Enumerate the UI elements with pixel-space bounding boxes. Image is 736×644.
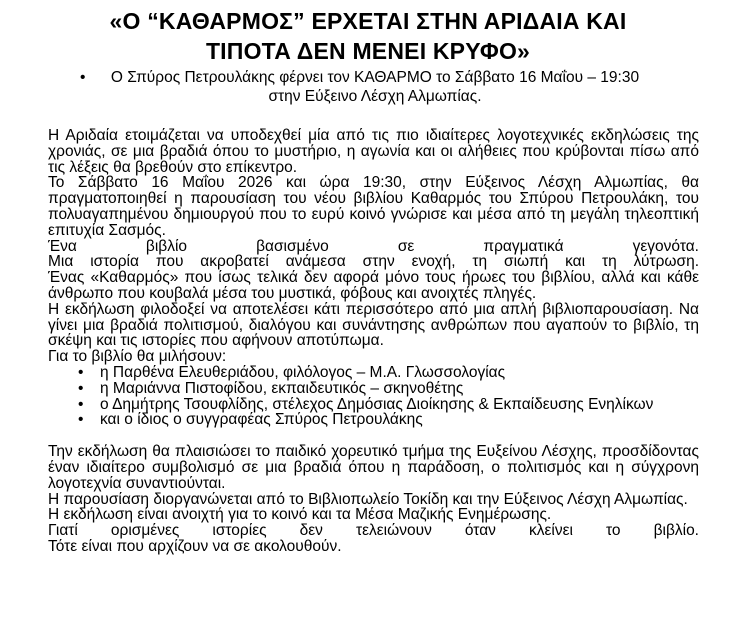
list-item: • η Παρθένα Ελευθεριάδου, φιλόλογος – Μ.Α. Γλωσσολογίας bbox=[100, 365, 699, 381]
bullet-icon: • bbox=[80, 69, 86, 86]
paragraph-event-details: Το Σάββατο 16 Μαΐου 2026 και ώρα 19:30, στην Εύξεινος Λέσχη Αλμωπίας, θα πραγματοποιηθεί η παρουσίαση του νέου βιβλίου Καθαρμός του Σπύρου Πετρουλάκη, του πολυαγαπημένου δημιουργού που το ευρύ κοινό γνώρισε και μέσα από τη μεγάλη τηλεοπτική επιτυχία Σασμός. bbox=[48, 174, 699, 239]
paragraph-story: Μια ιστορία που ακροβατεί ανάμεσα στην ενοχή, τη σιωπή και τη λύτρωση. bbox=[48, 253, 699, 271]
title-line-2: ΤΙΠΟΤΑ ΔΕΝ ΜΕΝΕΙ ΚΡΥΦΟ» bbox=[205, 38, 531, 64]
list-item: • και ο ίδιος ο συγγραφέας Σπύρος Πετρουλάκης bbox=[100, 412, 699, 428]
paragraph-speakers-intro: Για το βιβλίο θα μιλήσουν: bbox=[48, 348, 227, 366]
paragraph-open-event: Η εκδήλωση είναι ανοιχτή για το κοινό και τα Μέσα Μαζικής Ενημέρωσης. bbox=[48, 506, 552, 524]
list-item: • ο Δημήτρης Τσουφλίδης, στέλεχος Δημόσιας Διοίκησης & Εκπαίδευσης Ενηλίκων bbox=[100, 397, 699, 413]
subtitle-line-1: Ο Σπύρος Πετρουλάκης φέρνει τον ΚΑΘΑΡΜΟ το Σάββατο 16 Μαΐου – 19:30 bbox=[110, 69, 640, 86]
paragraph-ambition: Η εκδήλωση φιλοδοξεί να αποτελέσει κάτι περισσότερο από μια απλή βιβλιοπαρουσίαση. Να γίνει μια βραδιά πολιτισμού, διαλόγου και συνάντησης ανθρώπων που αγαπούν το βιβλίο, τη σκέψη και τις ιστορίες που αφήνουν αποτύπωμα. bbox=[48, 300, 699, 350]
paragraph-intro: Η Αριδαία ετοιμάζεται να υποδεχθεί μία από τις πιο ιδιαίτερες λογοτεχνικές εκδηλώσεις της χρονιάς, σε μια βραδιά όπου το μυστήριο, η αγωνία και οι αλήθειες που κρύβονται πίσω από τις λέξεις θα βρεθούν στο επίκεντρο. bbox=[48, 127, 699, 176]
paragraph-closing-1: Γιατί ορισμένες ιστορίες δεν τελειώνουν όταν κλείνει το βιβλίο. bbox=[48, 522, 699, 540]
speakers-list bbox=[48, 365, 699, 428]
paragraph-true-events: Ένα βιβλίο βασισμένο σε πραγματικά γεγονότα. bbox=[48, 237, 699, 255]
paragraph-organizers: Η παρουσίαση διοργανώνεται από το Βιβλιοπωλείο Τοκίδη και την Εύξεινος Λέσχη Αλμωπίας. bbox=[48, 490, 688, 508]
title-line-1: «Ο “ΚΑΘΑΡΜΟΣ” ΕΡΧΕΤΑΙ ΣΤΗΝ ΑΡΙΔΑΙΑ ΚΑΙ bbox=[109, 8, 627, 34]
paragraph-dance-group: Την εκδήλωση θα πλαισιώσει το παιδικό χορευτικό τμήμα της Ευξείνου Λέσχης, προσδίδοντας έναν ιδιαίτερο συμβολισμό σε μια βραδιά όπου η παράδοση, ο πολιτισμός και η σύγχρονη λογοτεχνία συναντιούνται. bbox=[48, 443, 699, 492]
paragraph-closing-2: Τότε είναι που αρχίζουν να σε ακολουθούν. bbox=[48, 537, 342, 555]
list-item: • η Μαριάννα Πιστοφίδου, εκπαιδευτικός – σκηνοθέτης bbox=[100, 381, 699, 397]
subtitle-bullet bbox=[60, 68, 690, 106]
page-title bbox=[40, 6, 696, 66]
spacer bbox=[48, 428, 699, 444]
subtitle-line-2: στην Εύξεινο Λέσχη Αλμωπίας. bbox=[268, 88, 482, 105]
article-body bbox=[48, 128, 699, 555]
paragraph-katharmos: Ένας «Καθαρμός» που ίσως τελικά δεν αφορά μόνο τους ήρωες του βιβλίου, αλλά και κάθε άνθρωπο που κουβαλά μέσα του μυστικά, φόβους και ανοιχτές πληγές. bbox=[48, 269, 699, 302]
